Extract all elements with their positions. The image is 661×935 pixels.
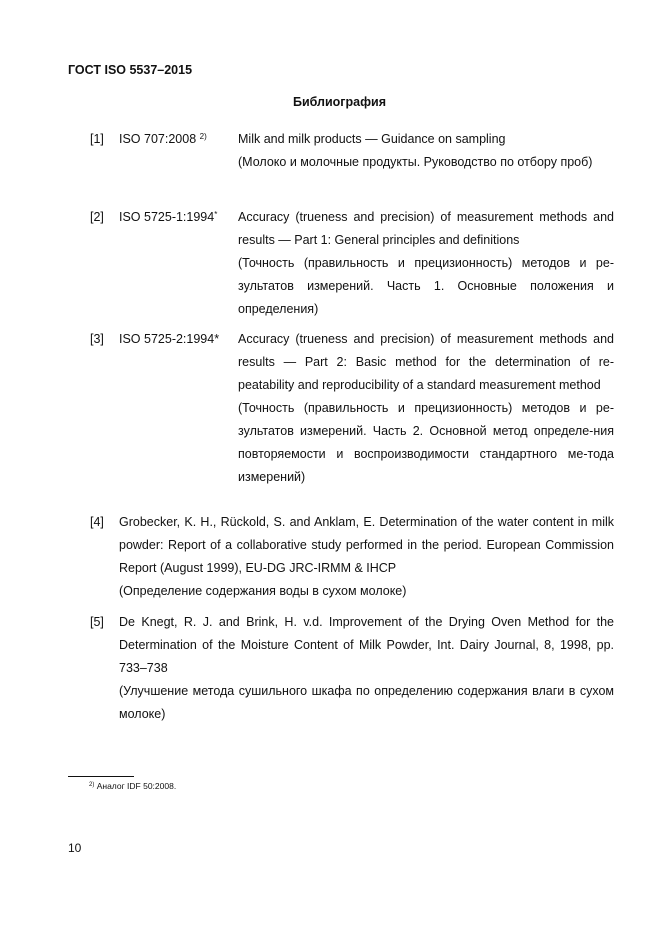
entry-number: [2]	[90, 210, 104, 224]
entry-english-title: Grobecker, K. H., Rückold, S. and Anklam, E. Determination of the water content in milk powder: Report of a collaborative study performed in the period. European Commission Report (August 1999), EU-DG JRC-IRMM & IHCP	[119, 515, 614, 575]
entry-description	[119, 611, 614, 726]
bibliography-entry	[90, 611, 614, 726]
entry-reference: ISO 5725-2:1994*	[119, 332, 220, 346]
entry-reference-code: ISO 5725-1:1994	[119, 210, 215, 224]
entry-russian-title: (Улучшение метода сушильного шкафа по определению содержания влаги в сухом молоке)	[119, 684, 614, 721]
entry-russian-title: (Точность (правильность и прецизионность) методов и ре-зультатов измерений. Часть 1. Основные положения и определения)	[238, 256, 614, 316]
entry-description	[238, 328, 614, 489]
entry-number: [3]	[90, 332, 104, 346]
entry-description	[119, 511, 614, 603]
entry-reference	[119, 206, 217, 229]
entry-english-title: Milk and milk products — Guidance on sampling	[238, 132, 506, 146]
bibliography-entry	[90, 128, 614, 206]
entry-reference-code: ISO 707:2008	[119, 132, 197, 146]
entry-russian-title: (Определение содержания воды в сухом молоке)	[119, 584, 407, 598]
entry-number: [1]	[90, 132, 104, 146]
bibliography-entry	[90, 511, 614, 611]
entry-russian-title: (Точность (правильность и прецизионность) методов и ре-зультатов измерений. Часть 2. Основной метод определе-ния повторяемости и воспроизводимости стандартного ме-тода измерений)	[238, 401, 614, 484]
document-code-header: ГОСТ ISO 5537–2015	[68, 63, 193, 77]
footnote-text: Аналог IDF 50:2008.	[96, 781, 177, 791]
entry-reference	[119, 128, 207, 151]
bibliography-list	[90, 128, 614, 726]
footnote-separator	[68, 776, 134, 777]
bibliography-entry	[90, 206, 614, 328]
asterisk-marker: *	[214, 210, 218, 219]
entry-description	[238, 206, 614, 321]
page-number: 10	[68, 841, 82, 855]
footnote-mark: 2)	[89, 782, 95, 788]
entry-english-title: De Knegt, R. J. and Brink, H. v.d. Improvement of the Drying Oven Method for the Determination of the Moisture Content of Milk Powder, Int. Dairy Journal, 8, 1998, pp. 733–738	[119, 615, 614, 675]
footnote-marker: 2)	[199, 132, 207, 141]
section-title: Библиография	[292, 95, 387, 109]
entry-english-title: Accuracy (trueness and precision) of measurement methods and results — Part 2: Basic method for the determination of re-peatability and reproducibility of a standard measurement method	[238, 332, 614, 392]
entry-russian-title: (Молоко и молочные продукты. Руководство по отбору проб)	[238, 155, 593, 169]
entry-english-title: Accuracy (trueness and precision) of measurement methods and results — Part 1: General principles and definitions	[238, 210, 614, 247]
entry-number: [4]	[90, 515, 104, 529]
entry-number: [5]	[90, 615, 104, 629]
footnote	[89, 781, 176, 791]
bibliography-entry	[90, 328, 614, 511]
entry-description	[238, 128, 614, 174]
